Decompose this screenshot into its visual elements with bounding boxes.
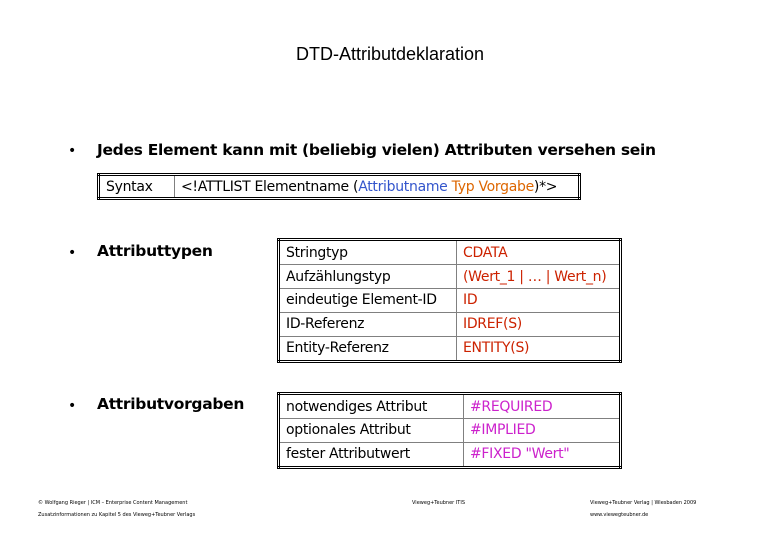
bullet-1: • xyxy=(68,143,77,159)
syntax-type: Typ xyxy=(451,178,475,195)
type-value: ENTITY(S) xyxy=(463,340,530,357)
table-row xyxy=(279,312,621,336)
syntax-default: Vorgabe xyxy=(478,178,534,195)
type-name: Stringtyp xyxy=(279,240,457,265)
table-row xyxy=(279,442,621,467)
syntax-suffix: )*> xyxy=(533,178,558,195)
type-value: ID xyxy=(457,289,621,313)
default-name: fester Attributwert xyxy=(279,442,464,467)
syntax-declaration xyxy=(175,175,580,199)
table-row xyxy=(279,419,621,443)
type-value: (Wert_1 | … | Wert_n) xyxy=(457,265,621,289)
syntax-prefix: <!ATTLIST Elementname ( xyxy=(181,178,359,195)
syntax-box xyxy=(97,173,581,200)
attribute-defaults-table xyxy=(277,392,622,469)
table-row xyxy=(279,240,621,265)
heading-attribute-types: Attributtypen xyxy=(97,242,213,260)
syntax-attr-name: Attributname xyxy=(358,178,448,195)
type-value: CDATA xyxy=(457,240,621,265)
syntax-label: Syntax xyxy=(99,175,175,199)
table-row xyxy=(279,289,621,313)
default-value: #REQUIRED xyxy=(464,394,621,419)
table-row xyxy=(279,394,621,419)
type-name: eindeutige Element-ID xyxy=(279,289,457,313)
default-value: #IMPLIED xyxy=(464,419,621,443)
type-value: IDREF(S) xyxy=(457,312,621,336)
default-name: notwendiges Attribut xyxy=(279,394,464,419)
footer-copyright: © Wolfgang Rieger | ICM – Enterprise Content Management xyxy=(38,500,188,506)
heading-attribute-intro: Jedes Element kann mit (beliebig vielen) Attributen versehen sein xyxy=(97,141,656,159)
type-name: Aufzählungstyp xyxy=(279,265,457,289)
bullet-2: • xyxy=(68,245,77,261)
footer-publisher: Vieweg+Teubner Verlag | Wiesbaden 2009 xyxy=(590,500,697,506)
attribute-types-table xyxy=(277,238,622,363)
default-value: #FIXED "Wert" xyxy=(470,446,570,463)
bullet-3: • xyxy=(68,398,77,414)
heading-attribute-defaults: Attributvorgaben xyxy=(97,395,245,413)
footer-website: www.viewegteubner.de xyxy=(590,512,649,518)
footer-center: Vieweg+Teubner ITIS xyxy=(412,500,465,506)
default-name: optionales Attribut xyxy=(279,419,464,443)
type-name: Entity-Referenz xyxy=(279,336,457,361)
slide-title: DTD-Attributdeklaration xyxy=(295,44,485,64)
table-row xyxy=(279,336,621,361)
table-row xyxy=(279,265,621,289)
footer-chapter-note: Zusatzinformationen zu Kapitel 5 des Vieweg+Teubner Verlags xyxy=(38,512,196,518)
type-name: ID-Referenz xyxy=(279,312,457,336)
